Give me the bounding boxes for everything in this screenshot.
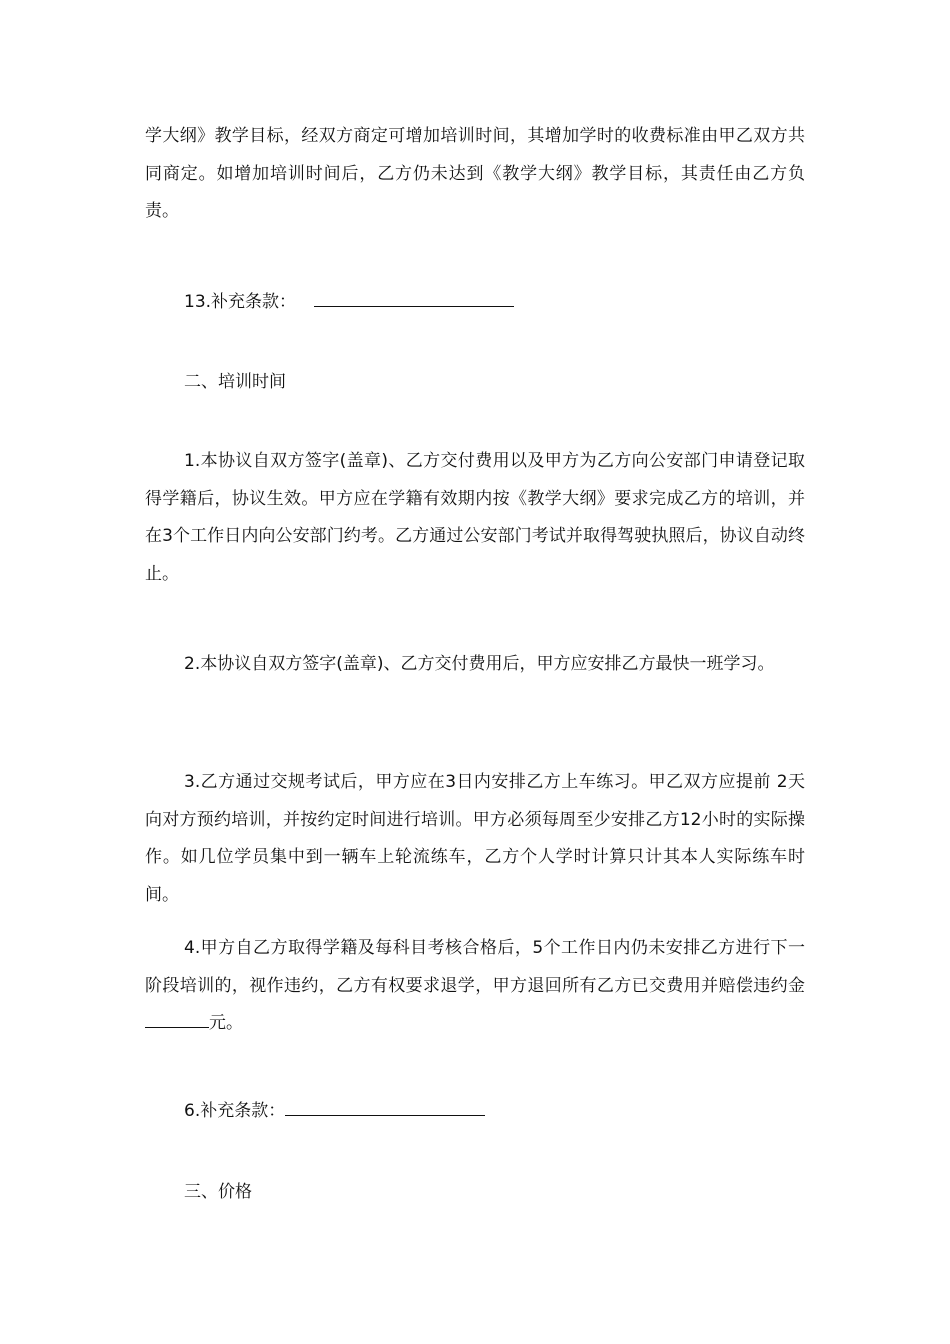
clause-6-label: 6.补充条款： [184, 1101, 286, 1121]
paragraph-2-4 [145, 930, 805, 1043]
clause-13-supplementary [184, 289, 514, 314]
paragraph-2-4-text: 4.甲方自乙方取得学籍及每科目考核合格后，5个工作日内仍未安排乙方进行下一阶段培训的，视作违约，乙方有权要求退学，甲方退回所有乙方已交费用并赔偿违约金 [145, 938, 805, 996]
paragraph-intro: 学大纲》教学目标，经双方商定可增加培训时间，其增加学时的收费标准由甲乙双方共同商定。如增加培训时间后，乙方仍未达到《教学大纲》教学目标，其责任由乙方负责。 [145, 126, 805, 221]
fill-in-blank [285, 1098, 485, 1116]
section-heading-training-time: 二、培训时间 [184, 372, 286, 392]
paragraph-2-1: 1.本协议自双方签字(盖章)、乙方交付费用以及甲方为乙方向公安部门申请登记取得学籍后，协议生效。甲方应在学籍有效期内按《教学大纲》要求完成乙方的培训，并在3个工作日内向公安部门约考。乙方通过公安部门考试并取得驾驶执照后，协议自动终止。 [145, 451, 805, 584]
paragraph-2-3: 3.乙方通过交规考试后，甲方应在3日内安排乙方上车练习。甲乙双方应提前 2天向对方预约培训，并按约定时间进行培训。甲方必须每周至少安排乙方12小时的实际操作。如几位学员集中到一辆车上轮流练车，乙方个人学时计算只计其本人实际练车时间。 [145, 772, 805, 905]
paragraph-2-4-unit: 元。 [209, 1013, 243, 1033]
fill-in-blank [314, 289, 514, 307]
clause-13-label: 13.补充条款： [184, 292, 297, 312]
paragraph-2-2: 2.本协议自双方签字(盖章)、乙方交付费用后，甲方应安排乙方最快一班学习。 [184, 654, 775, 674]
section-heading-price: 三、价格 [184, 1182, 252, 1202]
penalty-amount-blank [145, 1010, 209, 1028]
clause-6-supplementary [184, 1098, 485, 1123]
